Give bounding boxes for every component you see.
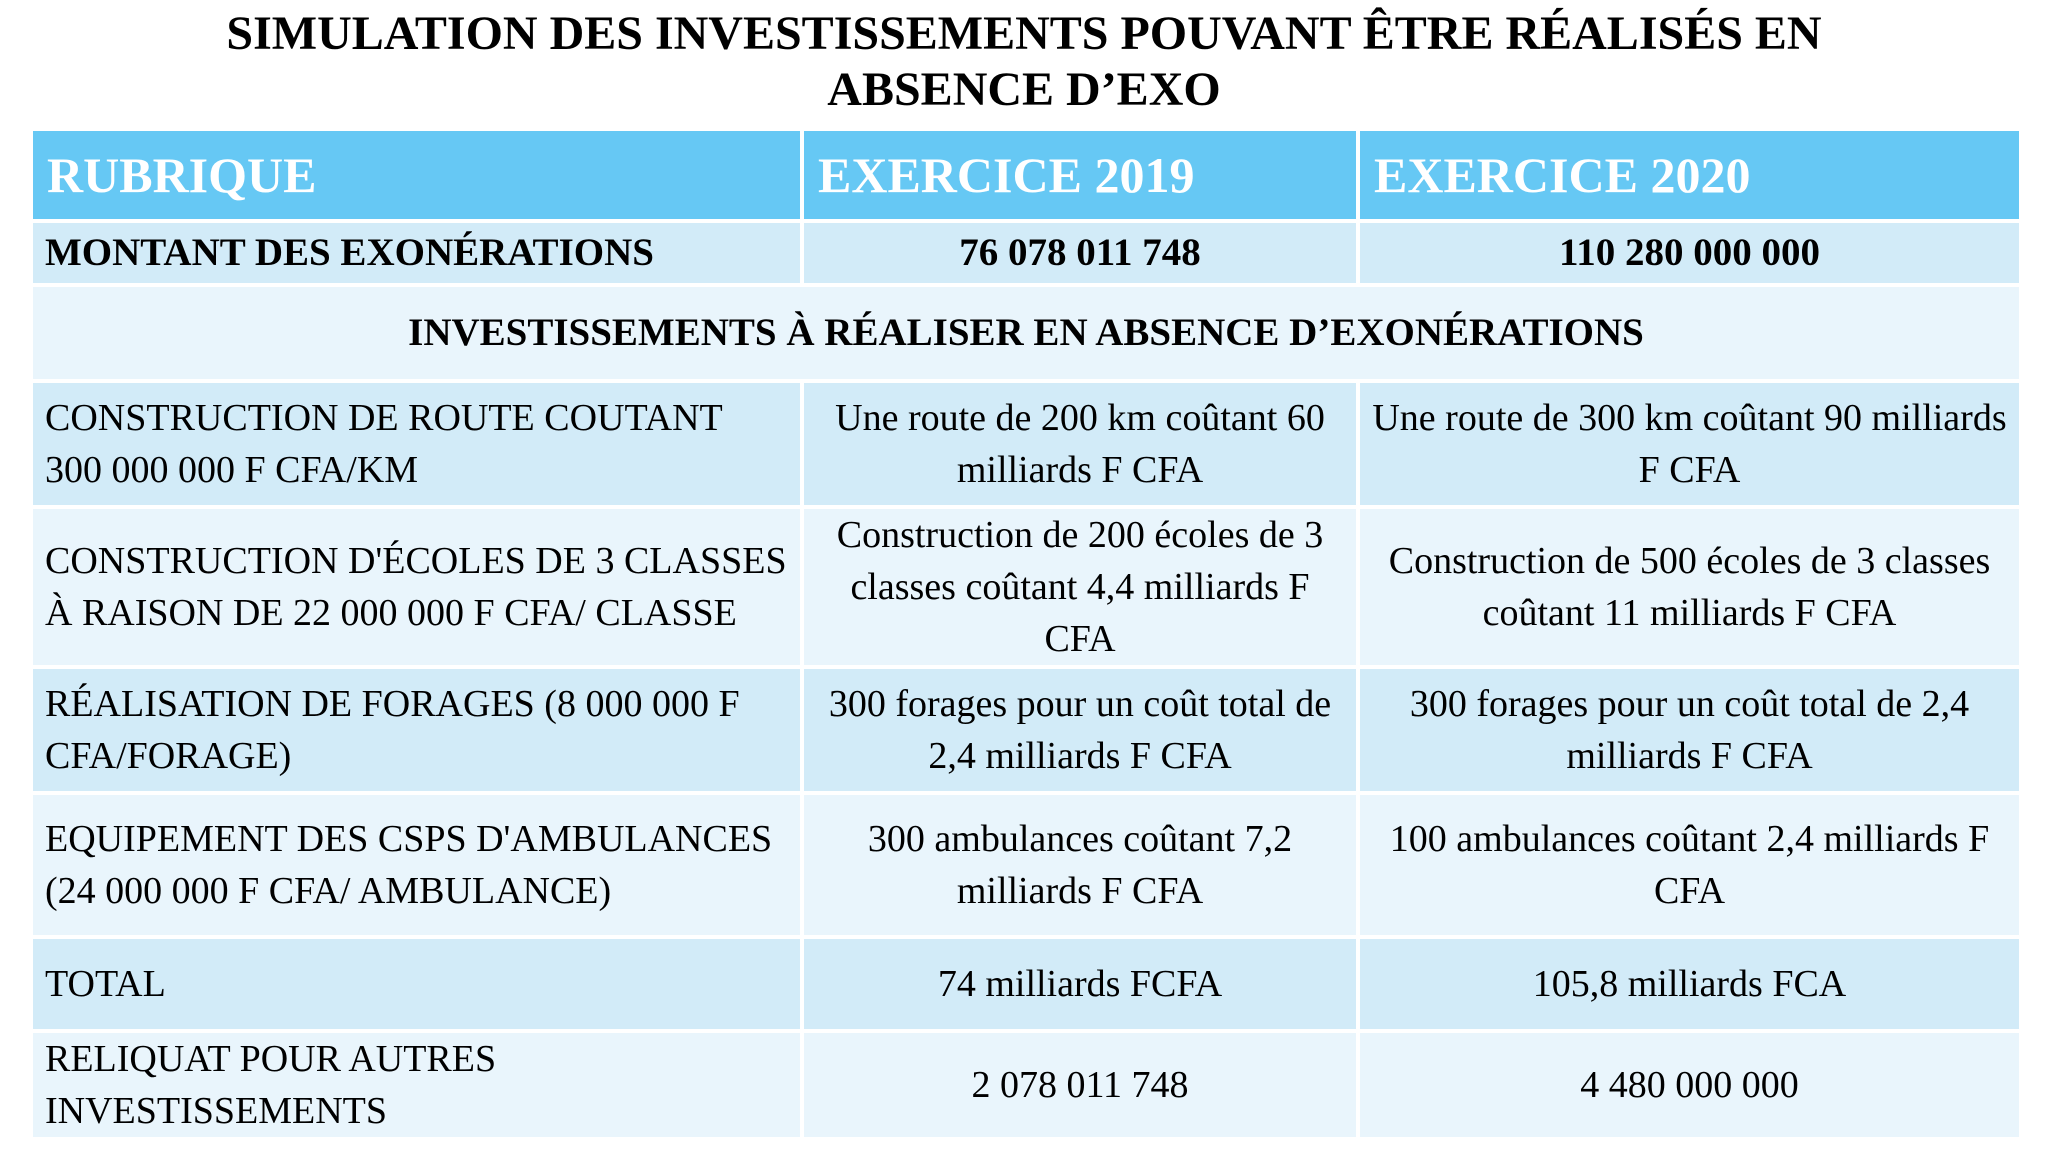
row-label: TOTAL — [31, 937, 802, 1031]
row-label: RÉALISATION DE FORAGES (8 000 000 F CFA/FORAGE) — [31, 667, 802, 793]
total-row — [31, 937, 2021, 1031]
section-title: INVESTISSEMENTS À RÉALISER EN ABSENCE D’EXONÉRATIONS — [31, 285, 2021, 381]
amount-row — [31, 221, 2021, 285]
investment-table — [29, 127, 2023, 1141]
table-row — [31, 507, 2021, 667]
remainder-row — [31, 1031, 2021, 1139]
row-label: EQUIPEMENT DES CSPS D'AMBULANCES (24 000 000 F CFA/ AMBULANCE) — [31, 793, 802, 937]
row-value-2019: 74 milliards FCFA — [802, 937, 1358, 1031]
table-row — [31, 667, 2021, 793]
row-label: CONSTRUCTION D'ÉCOLES DE 3 CLASSES À RAISON DE 22 000 000 F CFA/ CLASSE — [31, 507, 802, 667]
row-value-2020: 100 ambulances coûtant 2,4 milliards F CFA — [1358, 793, 2021, 937]
row-value-2020: 105,8 milliards FCA — [1358, 937, 2021, 1031]
section-row — [31, 285, 2021, 381]
header-rubrique: RUBRIQUE — [31, 129, 802, 221]
page-title-line-2: ABSENCE D’EXO — [827, 63, 1221, 116]
header-exercice-2019: EXERCICE 2019 — [802, 129, 1358, 221]
row-label: CONSTRUCTION DE ROUTE COUTANT 300 000 000 F CFA/KM — [31, 381, 802, 507]
table-header-row — [31, 129, 2021, 221]
amount-label: MONTANT DES EXONÉRATIONS — [31, 221, 802, 285]
row-value-2020: Construction de 500 écoles de 3 classes coûtant 11 milliards F CFA — [1358, 507, 2021, 667]
row-value-2019: 300 forages pour un coût total de 2,4 milliards F CFA — [802, 667, 1358, 793]
row-value-2019: Construction de 200 écoles de 3 classes coûtant 4,4 milliards F CFA — [802, 507, 1358, 667]
amount-2020: 110 280 000 000 — [1358, 221, 2021, 285]
table-row — [31, 381, 2021, 507]
row-value-2020: Une route de 300 km coûtant 90 milliards F CFA — [1358, 381, 2021, 507]
page-title-line-1: SIMULATION DES INVESTISSEMENTS POUVANT ÊTRE RÉALISÉS EN — [226, 7, 1822, 60]
page-title — [0, 6, 2048, 118]
header-exercice-2020: EXERCICE 2020 — [1358, 129, 2021, 221]
table-row — [31, 793, 2021, 937]
row-value-2020: 4 480 000 000 — [1358, 1031, 2021, 1139]
row-value-2020: 300 forages pour un coût total de 2,4 milliards F CFA — [1358, 667, 2021, 793]
row-value-2019: 300 ambulances coûtant 7,2 milliards F CFA — [802, 793, 1358, 937]
amount-2019: 76 078 011 748 — [802, 221, 1358, 285]
row-value-2019: Une route de 200 km coûtant 60 milliards F CFA — [802, 381, 1358, 507]
row-value-2019: 2 078 011 748 — [802, 1031, 1358, 1139]
row-label: RELIQUAT POUR AUTRES INVESTISSEMENTS — [31, 1031, 802, 1139]
